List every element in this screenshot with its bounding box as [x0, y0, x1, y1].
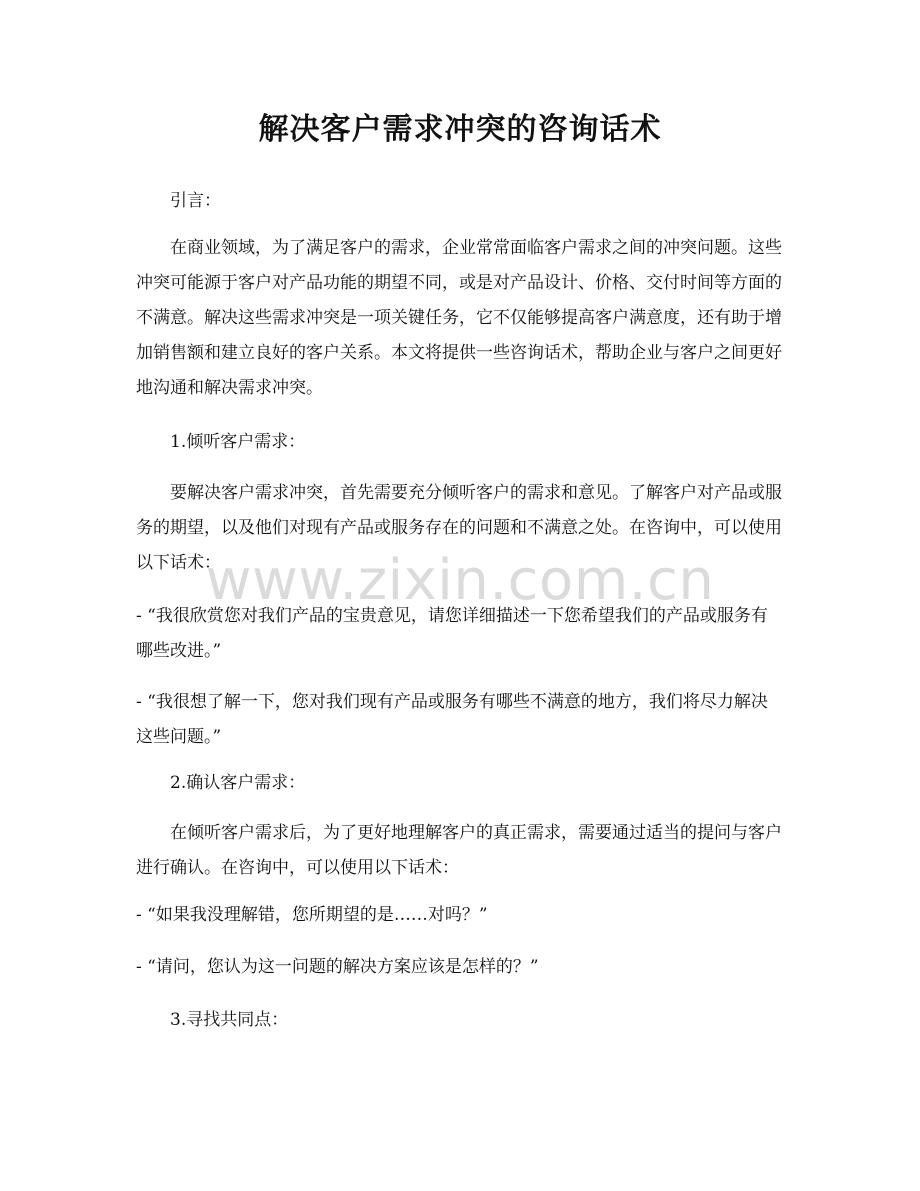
intro-heading: 引言： [170, 191, 221, 211]
section3-heading: 3.寻找共同点： [170, 1010, 289, 1030]
section1-heading: 1.倾听客户需求： [170, 432, 306, 452]
section1-quote-2: - “我很想了解一下，您对我们现有产品或服务有哪些不满意的地方，我们将尽力解决这些问题。” [136, 692, 768, 747]
section2-paragraph: 在倾听客户需求后，为了更好地理解客户的真正需求，需要通过适当的提问与客户进行确认。在咨询中，可以使用以下话术： [136, 823, 782, 878]
section1-paragraph: 要解决客户需求冲突，首先需要充分倾听客户的需求和意见。了解客户对产品或服务的期望，以及他们对现有产品或服务存在的问题和不满意之处。在咨询中，可以使用以下话术： [136, 483, 782, 573]
watermark: www.zixin.com.cn [205, 548, 715, 613]
section2-quote-1: - “如果我没理解错，您所期望的是……对吗？” [136, 905, 488, 925]
section1-quote-1: - “我很欣赏您对我们产品的宝贵意见，请您详细描述一下您希望我们的产品或服务有哪些改进。” [136, 606, 768, 661]
section2-heading: 2.确认客户需求： [170, 773, 306, 793]
section2-quote-2: - “请问，您认为这一问题的解决方案应该是怎样的？” [136, 957, 539, 977]
document-title: 解决客户需求冲突的咨询话术 [258, 112, 662, 147]
intro-paragraph: 在商业领域，为了满足客户的需求，企业常常面临客户需求之间的冲突问题。这些冲突可能源于客户对产品功能的期望不同，或是对产品设计、价格、交付时间等方面的不满意。解决这些需求冲突是一项关键任务，它不仅能够提高客户满意度，还有助于增加销售额和建立良好的客户关系。本文将提供一些咨询话术，帮助企业与客户之间更好地沟通和解决需求冲突。 [136, 238, 782, 398]
